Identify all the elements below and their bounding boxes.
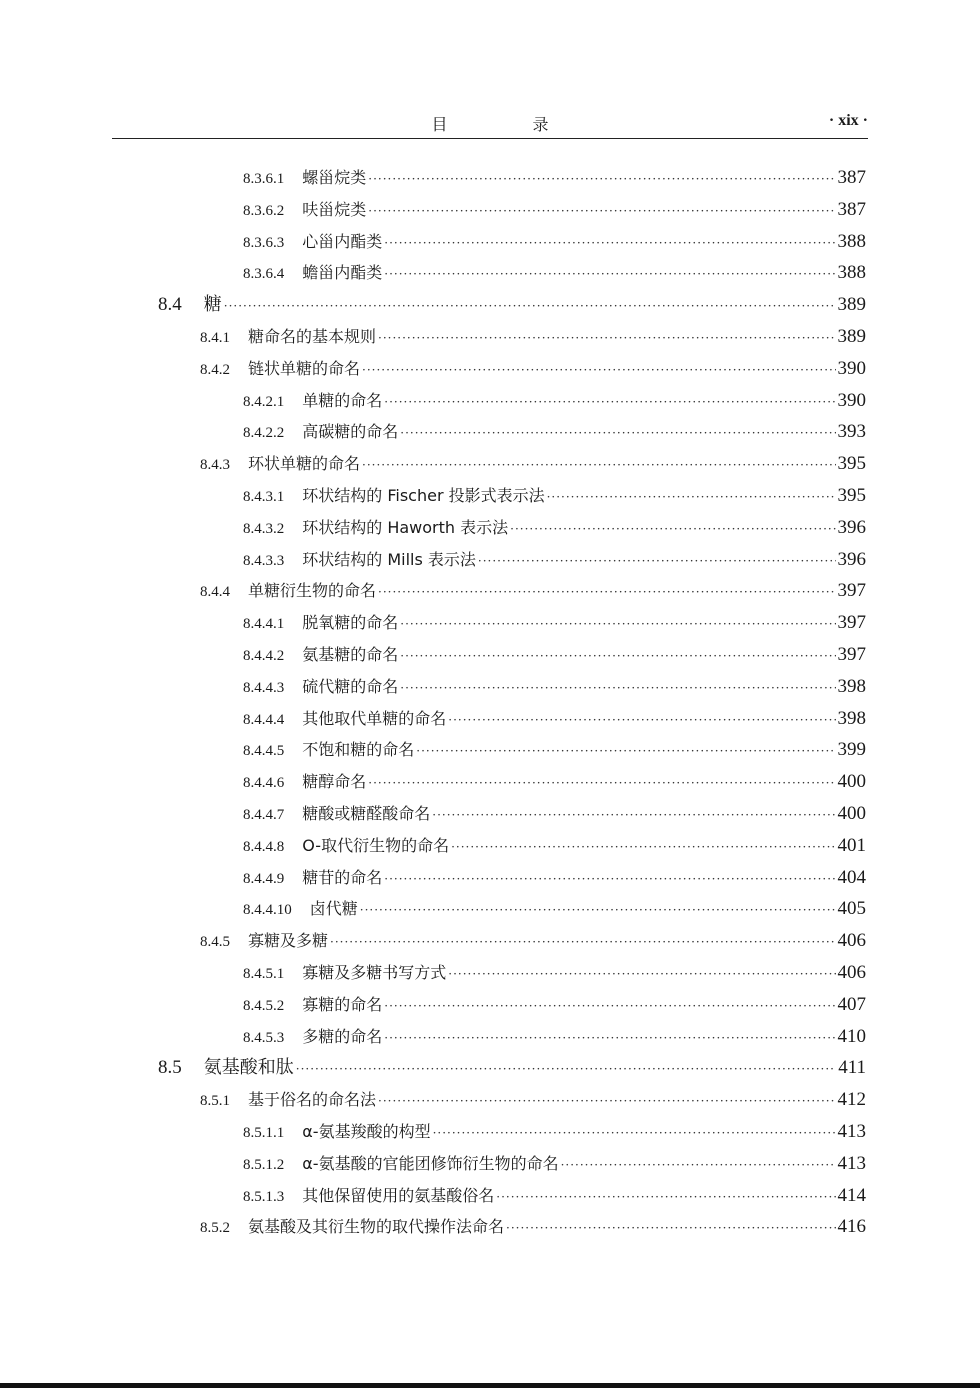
toc-entry-page: 406	[837, 930, 866, 952]
toc-entry-page: 387	[837, 167, 866, 188]
dot-leader	[368, 163, 835, 195]
dot-leader	[547, 481, 836, 513]
toc-entry-title: α-氨基羧酸的构型	[302, 1122, 431, 1141]
toc-entry-number: 8.4.3.2	[243, 520, 285, 537]
toc-entry-title: 环状结构的 Haworth 表示法	[302, 517, 509, 537]
toc-entry-page: 395	[837, 485, 866, 506]
toc-entry-page: 398	[837, 707, 866, 729]
toc-entry[interactable]	[243, 162, 866, 194]
toc-entry-number: 8.4.5.2	[243, 997, 285, 1014]
dot-leader	[330, 926, 835, 958]
toc-entry-number: 8.4.3.3	[243, 552, 285, 569]
toc-entry-number: 8.4.2.1	[243, 393, 285, 410]
toc-entry-title: 氨基酸及其衍生物的取代操作法命名	[248, 1217, 505, 1237]
dot-leader	[384, 258, 835, 290]
toc-entry-number: 8.4.1	[200, 330, 230, 346]
toc-entry-title: 螺甾烷类	[302, 168, 367, 187]
toc-entry-page: 399	[837, 739, 866, 761]
toc-entry[interactable]	[243, 480, 866, 512]
toc-entry-title: 基于俗名的命名法	[248, 1090, 377, 1110]
toc-entry[interactable]	[243, 703, 866, 735]
toc-entry-page: 413	[837, 1121, 866, 1142]
toc-entry-number: 8.3.6.2	[243, 202, 285, 219]
toc-entry-number: 8.4.4.7	[243, 807, 285, 823]
dot-leader	[561, 1149, 836, 1181]
toc-entry[interactable]	[158, 289, 866, 321]
toc-entry-page: 388	[837, 262, 866, 284]
toc-entry-title: 单糖的命名	[302, 390, 383, 410]
toc-entry-title: 氨基酸和肽	[203, 1057, 294, 1079]
toc-entry[interactable]	[200, 925, 866, 957]
toc-entry-number: 8.3.6.1	[243, 171, 285, 187]
toc-entry-number: 8.4.4.6	[243, 775, 285, 792]
toc-entry[interactable]	[243, 639, 866, 671]
dot-leader	[400, 640, 835, 672]
toc-entry-title: 寡糖及多糖	[248, 931, 329, 951]
dot-leader	[384, 227, 835, 259]
dot-leader	[368, 195, 835, 227]
toc-entry-number: 8.4.5	[200, 934, 230, 951]
dot-leader	[362, 354, 835, 386]
toc-entry-title: α-氨基酸的官能团修饰衍生物的命名	[302, 1153, 559, 1173]
toc-entry-title: 蟾甾内酯类	[302, 263, 383, 283]
toc-entry-page: 404	[837, 866, 866, 888]
dot-leader	[496, 1181, 835, 1213]
toc-entry-title: 环状结构的 Mills 表示法	[302, 549, 476, 569]
dot-leader	[378, 576, 835, 608]
toc-entry-title: 单糖衍生物的命名	[248, 581, 377, 601]
toc-entry-number: 8.4.2	[200, 361, 230, 378]
toc-entry-number: 8.4.4.5	[243, 743, 285, 760]
dot-leader	[378, 1085, 835, 1117]
toc-entry-page: 411	[838, 1057, 866, 1079]
dot-leader	[384, 1022, 835, 1054]
dot-leader	[448, 704, 835, 736]
toc-entry-number: 8.4.4.2	[243, 648, 285, 664]
toc-entry-page: 390	[837, 389, 866, 411]
toc-entry-number: 8.4.5.3	[243, 1029, 285, 1046]
toc-entry[interactable]	[243, 766, 866, 798]
toc-entry[interactable]	[243, 607, 866, 639]
dot-leader	[368, 767, 835, 799]
toc-entry-number: 8.4	[158, 294, 182, 316]
toc-entry-page: 401	[837, 834, 866, 856]
toc-entry-page: 398	[837, 675, 866, 697]
toc-entry-title: 硫代糖的命名	[302, 676, 399, 696]
toc-entry-number: 8.5.1.1	[243, 1125, 285, 1141]
toc-entry-number: 8.4.4.1	[243, 616, 285, 633]
dot-leader	[400, 608, 835, 640]
toc-entry-page: 387	[837, 198, 866, 220]
toc-entry-page: 400	[837, 771, 866, 793]
toc-entry-title: 不饱和糖的命名	[302, 740, 415, 760]
toc-entry-page: 395	[837, 453, 866, 475]
toc-entry-page: 416	[837, 1216, 866, 1238]
toc-entry[interactable]	[243, 671, 866, 703]
toc-entry-title: 其他保留使用的氨基酸俗名	[302, 1185, 495, 1205]
toc-entry-page: 397	[837, 644, 866, 665]
toc-entry[interactable]	[243, 226, 866, 258]
toc-entry[interactable]	[200, 575, 866, 607]
toc-entry-number: 8.5	[158, 1057, 182, 1079]
toc-entry-number: 8.3.6.4	[243, 266, 285, 283]
dot-leader	[400, 672, 835, 704]
dot-leader	[296, 1053, 836, 1085]
toc-entry[interactable]	[158, 1052, 866, 1084]
dot-leader	[432, 799, 835, 831]
header-page-number: · xix ·	[828, 112, 868, 129]
toc-entry-number: 8.5.1	[200, 1093, 230, 1110]
toc-entry-page: 400	[837, 803, 866, 824]
toc-entry-number: 8.4.4	[200, 584, 230, 601]
toc-entry-number: 8.4.3	[200, 457, 230, 474]
dot-leader	[400, 417, 835, 449]
toc-entry[interactable]	[243, 1116, 866, 1148]
dot-leader	[478, 545, 836, 577]
toc-entry-title: 链状单糖的命名	[248, 358, 361, 378]
dot-leader	[362, 449, 835, 481]
toc-entry[interactable]	[200, 1211, 866, 1243]
toc-entry-page: 407	[837, 993, 866, 1015]
toc-entry-number: 8.4.4.4	[243, 711, 285, 728]
dot-leader	[378, 322, 835, 354]
toc-entry[interactable]	[243, 989, 866, 1021]
toc-entry[interactable]	[243, 194, 866, 226]
toc-entry-page: 389	[837, 326, 866, 347]
dot-leader	[433, 1117, 836, 1149]
toc-entry[interactable]	[243, 798, 866, 830]
toc-entry-page: 397	[837, 612, 866, 634]
dot-leader	[448, 958, 835, 990]
toc-entry-page: 412	[837, 1089, 866, 1111]
toc-entry-title: 糖醇命名	[302, 772, 367, 792]
toc-entry-title: 脱氧糖的命名	[302, 613, 399, 633]
toc-entry[interactable]	[243, 1180, 866, 1212]
toc-entry-page: 410	[837, 1025, 866, 1047]
toc-entry-page: 413	[837, 1152, 866, 1174]
toc-entry-title: 多糖的命名	[302, 1026, 383, 1046]
toc-entry-number: 8.3.6.3	[243, 234, 285, 251]
toc-entry[interactable]	[243, 1148, 866, 1180]
toc-entry[interactable]	[200, 448, 866, 480]
header-title: 目 录	[431, 115, 589, 134]
toc-entry[interactable]	[243, 734, 866, 766]
toc-entry-title: 其他取代单糖的命名	[302, 708, 447, 728]
toc-entry[interactable]	[243, 893, 866, 925]
toc-entry-page: 397	[837, 580, 866, 602]
toc-entry[interactable]	[243, 257, 866, 289]
toc-entry[interactable]	[243, 862, 866, 894]
toc-entry[interactable]	[200, 321, 866, 353]
dot-leader	[506, 1212, 835, 1244]
toc-entry-title: 环状单糖的命名	[248, 454, 361, 474]
toc-entry-number: 8.4.3.1	[243, 489, 285, 505]
toc-entry-title: 糖苷的命名	[302, 867, 383, 887]
toc-entry-number: 8.4.5.1	[243, 966, 285, 982]
toc-entry-page: 405	[837, 898, 866, 920]
toc-entry-title: 高碳糖的命名	[302, 422, 399, 442]
toc-entry-title: O-取代衍生物的命名	[302, 835, 450, 855]
toc-entry[interactable]	[243, 416, 866, 448]
toc-entry-page: 396	[837, 516, 866, 538]
toc-entry[interactable]	[243, 512, 866, 544]
toc-entry-title: 心甾内酯类	[302, 231, 383, 251]
page-header	[112, 108, 868, 139]
toc-entry-page: 390	[837, 357, 866, 379]
toc-entry-page: 396	[837, 548, 866, 570]
toc-entry-page: 406	[837, 962, 866, 983]
dot-leader	[224, 290, 836, 322]
toc-entry-title: 寡糖及多糖书写方式	[302, 963, 447, 982]
toc-entry[interactable]	[243, 830, 866, 862]
dot-leader	[510, 513, 835, 545]
toc-entry-page: 388	[837, 230, 866, 252]
toc-entry-number: 8.5.1.3	[243, 1188, 285, 1205]
toc-entry-title: 卤代糖	[309, 899, 358, 919]
toc-entry[interactable]	[243, 957, 866, 989]
toc-entry-number: 8.5.1.2	[243, 1156, 285, 1173]
toc-entry-number: 8.4.4.8	[243, 838, 285, 855]
toc-entry-number: 8.4.4.9	[243, 870, 285, 887]
toc-entry-number: 8.5.2	[200, 1220, 230, 1237]
toc-entry-title: 糖酸或糖醛酸命名	[302, 804, 431, 823]
toc-entry[interactable]	[243, 385, 866, 417]
toc-entry[interactable]	[243, 544, 866, 576]
toc-entry[interactable]	[243, 1021, 866, 1053]
toc-entry-page: 393	[837, 421, 866, 443]
dot-leader	[360, 894, 836, 926]
dot-leader	[384, 386, 835, 418]
toc-entry-title: 氨基糖的命名	[302, 645, 399, 664]
toc-entry-number: 8.4.4.10	[243, 902, 292, 919]
dot-leader	[384, 990, 835, 1022]
toc-entry-page: 414	[837, 1184, 866, 1206]
dot-leader	[416, 735, 835, 767]
toc-entry-number: 8.4.2.2	[243, 425, 285, 442]
toc-entry-title: 寡糖的命名	[302, 994, 383, 1014]
toc-entry-title: 糖命名的基本规则	[248, 327, 377, 346]
toc-entry-page: 389	[837, 294, 866, 316]
toc-entry[interactable]	[200, 1084, 866, 1116]
toc-entry-title: 环状结构的 Fischer 投影式表示法	[302, 486, 545, 505]
toc-entry-title: 糖	[203, 294, 222, 316]
toc-entry-title: 呋甾烷类	[302, 199, 367, 219]
dot-leader	[384, 863, 835, 895]
toc-entry-number: 8.4.4.3	[243, 679, 285, 696]
dot-leader	[451, 831, 835, 863]
toc-entry[interactable]	[200, 353, 866, 385]
bottom-border	[0, 1383, 980, 1388]
